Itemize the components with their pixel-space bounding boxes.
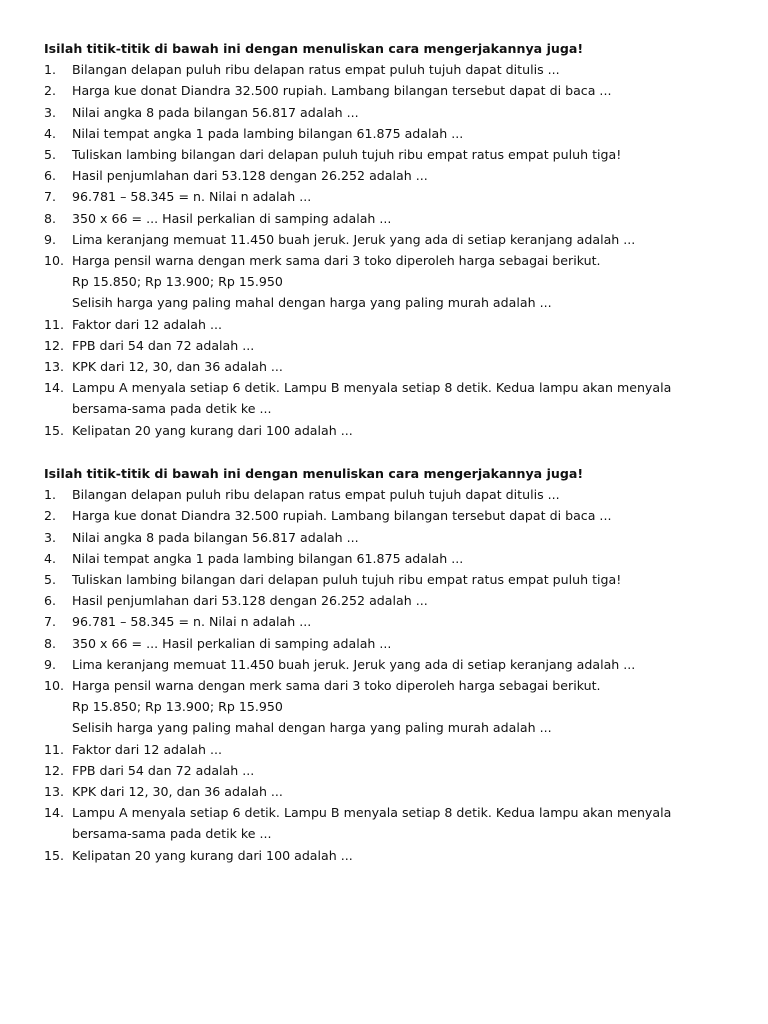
question-line: Kelipatan 20 yang kurang dari 100 adalah ... xyxy=(72,422,353,438)
question-item xyxy=(44,59,734,80)
question-line: Nilai angka 8 pada bilangan 56.817 adalah ... xyxy=(72,529,359,545)
question-text xyxy=(72,80,734,101)
question-text xyxy=(72,527,734,548)
question-item xyxy=(44,802,734,844)
question-line: Rp 15.850; Rp 13.900; Rp 15.950 xyxy=(72,274,283,290)
question-line: Lima keranjang memuat 11.450 buah jeruk. Jeruk yang ada di setiap keranjang adalah ... xyxy=(72,231,636,247)
question-number: 4. xyxy=(44,125,57,141)
question-number: 1. xyxy=(44,62,57,78)
question-text xyxy=(72,611,734,632)
question-number: 10. xyxy=(44,678,65,694)
question-number: 10. xyxy=(44,253,65,269)
question-text xyxy=(72,356,734,377)
question-number: 12. xyxy=(44,337,65,353)
question-text xyxy=(72,590,734,611)
worksheet-section xyxy=(44,38,734,441)
question-number: 5. xyxy=(44,572,57,587)
question-text xyxy=(72,102,734,123)
question-line: Lampu A menyala setiap 6 detik. Lampu B menyala setiap 8 detik. Kedua lampu akan menyala xyxy=(72,805,672,821)
question-line: Harga kue donat Diandra 32.500 rupiah. Lambang bilangan tersebut dapat di baca ... xyxy=(72,83,612,99)
question-item xyxy=(44,675,734,739)
question-text xyxy=(72,123,734,144)
question-line: Harga pensil warna dengan merk sama dari 3 toko diperoleh harga sebagai berikut. xyxy=(72,253,601,269)
question-line: Harga kue donat Diandra 32.500 rupiah. Lambang bilangan tersebut dapat di baca ... xyxy=(72,508,612,524)
question-item xyxy=(44,80,734,101)
question-item xyxy=(44,420,734,441)
question-item xyxy=(44,505,734,526)
question-line: 96.781 – 58.345 = n. Nilai n adalah ... xyxy=(72,189,312,205)
question-item xyxy=(44,229,734,250)
question-number: 12. xyxy=(44,762,65,778)
question-line: Bilangan delapan puluh ribu delapan ratus empat puluh tujuh dapat ditulis ... xyxy=(72,487,560,503)
question-line: Nilai tempat angka 1 pada lambing bilangan 61.875 adalah ... xyxy=(72,550,464,566)
question-text xyxy=(72,335,734,356)
question-text xyxy=(72,59,734,80)
question-line: Harga pensil warna dengan merk sama dari 3 toko diperoleh harga sebagai berikut. xyxy=(72,678,601,694)
question-number: 11. xyxy=(44,316,65,332)
question-item xyxy=(44,123,734,144)
section-instruction: Isilah titik-titik di bawah ini dengan menuliskan cara mengerjakannya juga! xyxy=(44,41,584,56)
question-text xyxy=(72,654,734,675)
question-text xyxy=(72,802,734,844)
question-line: FPB dari 54 dan 72 adalah ... xyxy=(72,762,255,778)
question-line: Lima keranjang memuat 11.450 buah jeruk. Jeruk yang ada di setiap keranjang adalah ... xyxy=(72,656,636,672)
question-line: Nilai angka 8 pada bilangan 56.817 adalah ... xyxy=(72,104,359,120)
question-text xyxy=(72,781,734,802)
question-number: 2. xyxy=(44,508,57,524)
question-line: Hasil penjumlahan dari 53.128 dengan 26.252 adalah ... xyxy=(72,168,428,184)
question-number: 14. xyxy=(44,805,65,821)
question-number: 5. xyxy=(44,147,57,162)
question-number: 15. xyxy=(44,422,65,438)
question-number: 15. xyxy=(44,847,65,863)
question-line: KPK dari 12, 30, dan 36 adalah ... xyxy=(72,784,283,800)
question-line: Tuliskan lambing bilangan dari delapan puluh tujuh ribu empat ratus empat puluh tiga! xyxy=(72,572,622,587)
question-line: bersama-sama pada detik ke ... xyxy=(72,826,272,842)
question-line: Bilangan delapan puluh ribu delapan ratus empat puluh tujuh dapat ditulis ... xyxy=(72,62,560,78)
question-item xyxy=(44,186,734,207)
question-line: Nilai tempat angka 1 pada lambing bilangan 61.875 adalah ... xyxy=(72,125,464,141)
question-item xyxy=(44,548,734,569)
worksheet-section xyxy=(44,463,734,866)
question-text xyxy=(72,760,734,781)
question-line: 350 x 66 = ... Hasil perkalian di samping adalah ... xyxy=(72,635,392,651)
question-number: 9. xyxy=(44,231,57,247)
question-item xyxy=(44,781,734,802)
question-text xyxy=(72,144,734,165)
question-number: 13. xyxy=(44,784,65,800)
question-item xyxy=(44,845,734,866)
question-line: FPB dari 54 dan 72 adalah ... xyxy=(72,337,255,353)
question-line: Lampu A menyala setiap 6 detik. Lampu B menyala setiap 8 detik. Kedua lampu akan menyala xyxy=(72,380,672,396)
question-text xyxy=(72,377,734,419)
question-line: 350 x 66 = ... Hasil perkalian di samping adalah ... xyxy=(72,210,392,226)
question-number: 14. xyxy=(44,380,65,396)
question-number: 7. xyxy=(44,189,57,205)
question-number: 8. xyxy=(44,635,57,651)
question-number: 11. xyxy=(44,741,65,757)
question-line: Selisih harga yang paling mahal dengan harga yang paling murah adalah ... xyxy=(72,295,552,311)
question-text xyxy=(72,845,734,866)
question-item xyxy=(44,165,734,186)
question-text xyxy=(72,484,734,505)
question-number: 3. xyxy=(44,104,57,120)
question-item xyxy=(44,760,734,781)
question-line: Tuliskan lambing bilangan dari delapan puluh tujuh ribu empat ratus empat puluh tiga! xyxy=(72,147,622,162)
question-line: bersama-sama pada detik ke ... xyxy=(72,401,272,417)
question-text xyxy=(72,633,734,654)
question-item xyxy=(44,527,734,548)
question-text xyxy=(72,250,734,314)
question-number: 2. xyxy=(44,83,57,99)
question-text xyxy=(72,569,734,590)
question-text xyxy=(72,314,734,335)
question-item xyxy=(44,654,734,675)
question-line: Faktor dari 12 adalah ... xyxy=(72,741,222,757)
question-item xyxy=(44,250,734,314)
question-text xyxy=(72,186,734,207)
question-number: 6. xyxy=(44,168,57,184)
question-text xyxy=(72,505,734,526)
question-number: 6. xyxy=(44,593,57,609)
question-text xyxy=(72,548,734,569)
question-text xyxy=(72,208,734,229)
question-item xyxy=(44,208,734,229)
question-item xyxy=(44,335,734,356)
question-item xyxy=(44,377,734,419)
question-line: Kelipatan 20 yang kurang dari 100 adalah ... xyxy=(72,847,353,863)
question-line: KPK dari 12, 30, dan 36 adalah ... xyxy=(72,359,283,375)
question-item xyxy=(44,569,734,590)
question-list xyxy=(44,59,734,441)
question-line: Rp 15.850; Rp 13.900; Rp 15.950 xyxy=(72,699,283,715)
question-text xyxy=(72,739,734,760)
question-item xyxy=(44,484,734,505)
question-line: Selisih harga yang paling mahal dengan harga yang paling murah adalah ... xyxy=(72,720,552,736)
question-number: 1. xyxy=(44,487,57,503)
question-item xyxy=(44,611,734,632)
question-line: 96.781 – 58.345 = n. Nilai n adalah ... xyxy=(72,614,312,630)
question-item xyxy=(44,590,734,611)
question-line: Faktor dari 12 adalah ... xyxy=(72,316,222,332)
question-text xyxy=(72,229,734,250)
question-number: 4. xyxy=(44,550,57,566)
question-number: 9. xyxy=(44,656,57,672)
question-number: 13. xyxy=(44,359,65,375)
question-number: 7. xyxy=(44,614,57,630)
question-item xyxy=(44,633,734,654)
section-instruction: Isilah titik-titik di bawah ini dengan menuliskan cara mengerjakannya juga! xyxy=(44,466,584,481)
question-text xyxy=(72,165,734,186)
question-item xyxy=(44,739,734,760)
question-text xyxy=(72,675,734,739)
question-item xyxy=(44,314,734,335)
question-list xyxy=(44,484,734,866)
question-text xyxy=(72,420,734,441)
question-number: 3. xyxy=(44,529,57,545)
question-number: 8. xyxy=(44,210,57,226)
question-item xyxy=(44,102,734,123)
question-item xyxy=(44,144,734,165)
question-line: Hasil penjumlahan dari 53.128 dengan 26.252 adalah ... xyxy=(72,593,428,609)
question-item xyxy=(44,356,734,377)
